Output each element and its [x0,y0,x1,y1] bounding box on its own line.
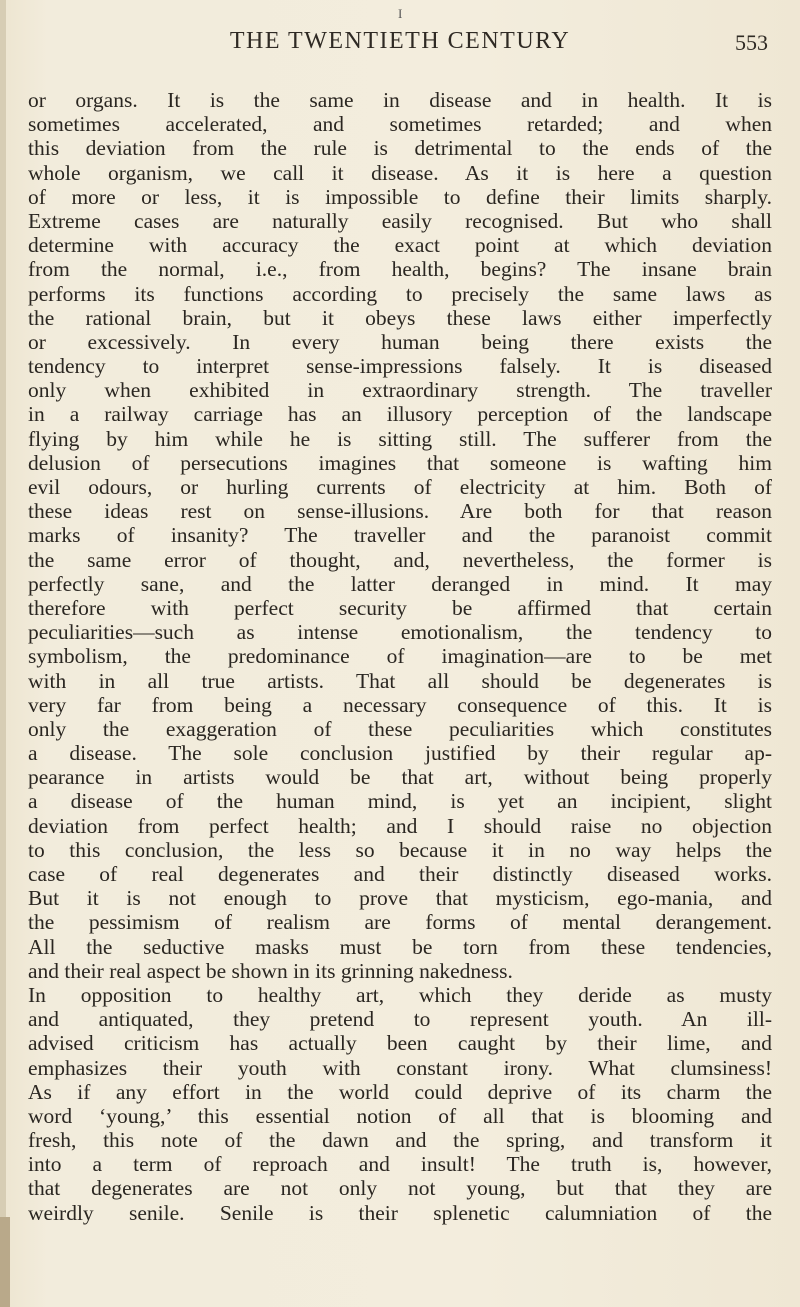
text-line: emphasizes their youth with constant irony. What clumsiness! [28,1055,772,1080]
text-line: delusion of persecutions imagines that someone is wafting him [28,450,772,475]
running-head [0,26,800,66]
text-line: marks of insanity? The traveller and the paranoist commit [28,523,772,548]
text-line: But it is not enough to prove that mysticism, ego-mania, and [28,886,772,911]
text-line: symbolism, the predominance of imagination—are to be met [28,644,772,669]
text-line: a disease of the human mind, is yet an incipient, slight [28,789,772,814]
text-line: these ideas rest on sense-illusions. Are both for that reason [28,499,772,524]
text-line: the rational brain, but it obeys these laws either imperfectly [28,305,772,330]
text-line: evil odours, or hurling currents of electricity at him. Both of [28,475,772,499]
text-line: weirdly senile. Senile is their splenetic calumniation of the [28,1200,772,1225]
text-line: sometimes accelerated, and sometimes retarded; and when [28,112,772,137]
text-line: very far from being a necessary consequence of this. It is [28,692,772,717]
text-line: from the normal, i.e., from health, begins? The insane brain [28,257,772,282]
text-line: performs its functions according to precisely the same laws as [28,281,772,306]
text-line: Extreme cases are naturally easily recognised. But who shall [28,208,772,233]
text-line: and antiquated, they pretend to represent youth. An ill- [28,1007,772,1032]
text-line: In opposition to healthy art, which they deride as musty [28,982,772,1007]
text-line: determine with accuracy the exact point at which deviation [28,233,772,258]
text-line: in a railway carriage has an illusory perception of the landscape [28,402,772,427]
text-line: flying by him while he is sitting still. The sufferer from the [28,426,772,451]
text-line: the same error of thought, and, nevertheless, the former is [28,547,772,572]
text-line: whole organism, we call it disease. As it is here a question [28,160,772,185]
text-line: word ‘young,’ this essential notion of all that is blooming and [28,1103,772,1128]
text-line: a disease. The sole conclusion justified by their regular ap- [28,741,772,766]
text-line: As if any effort in the world could deprive of its charm the [28,1079,772,1104]
text-line: only the exaggeration of these peculiarities which constitutes [28,716,772,741]
page-edge-stain [0,1217,10,1307]
text-line: fresh, this note of the dawn and the spring, and transform it [28,1128,772,1153]
page-gutter-shadow [0,0,6,1307]
text-line: pearance in artists would be that art, without being properly [28,765,772,790]
text-line: deviation from perfect health; and I should raise no objection [28,813,772,838]
text-line: this deviation from the rule is detrimental to the ends of the [28,136,772,161]
text-line: peculiarities—such as intense emotionalism, the tendency to [28,620,772,645]
running-title: THE TWENTIETH CENTURY [229,28,571,54]
text-line: with in all true artists. That all should be degenerates is [28,668,772,693]
text-line: or organs. It is the same in disease and in health. It is [28,88,772,112]
text-line: into a term of reproach and insult! The truth is, however, [28,1152,772,1177]
text-line: or excessively. In every human being there exists the [28,329,772,354]
text-line: the pessimism of realism are forms of mental derangement. [28,910,772,935]
text-line: that degenerates are not only not young, but that they are [28,1176,772,1201]
text-line: only when exhibited in extraordinary strength. The traveller [28,378,772,403]
text-line: and their real aspect be shown in its grinning nakedness. [28,958,513,983]
text-line: of more or less, it is impossible to define their limits sharply. [28,184,772,209]
text-line: perfectly sane, and the latter deranged in mind. It may [28,571,772,596]
text-line: All the seductive masks must be torn from these tendencies, [28,934,772,959]
text-line: to this conclusion, the less so because it in no way helps the [28,837,772,862]
text-line: tendency to interpret sense-impressions falsely. It is diseased [28,354,772,379]
text-line: advised criticism has actually been caught by their lime, and [28,1031,772,1056]
text-line: case of real degenerates and their distinctly diseased works. [28,862,772,886]
text-line: therefore with perfect security be affirmed that certain [28,595,772,620]
top-mark: I [398,6,403,21]
body-text [28,88,772,1225]
page-number: 553 [735,30,768,55]
